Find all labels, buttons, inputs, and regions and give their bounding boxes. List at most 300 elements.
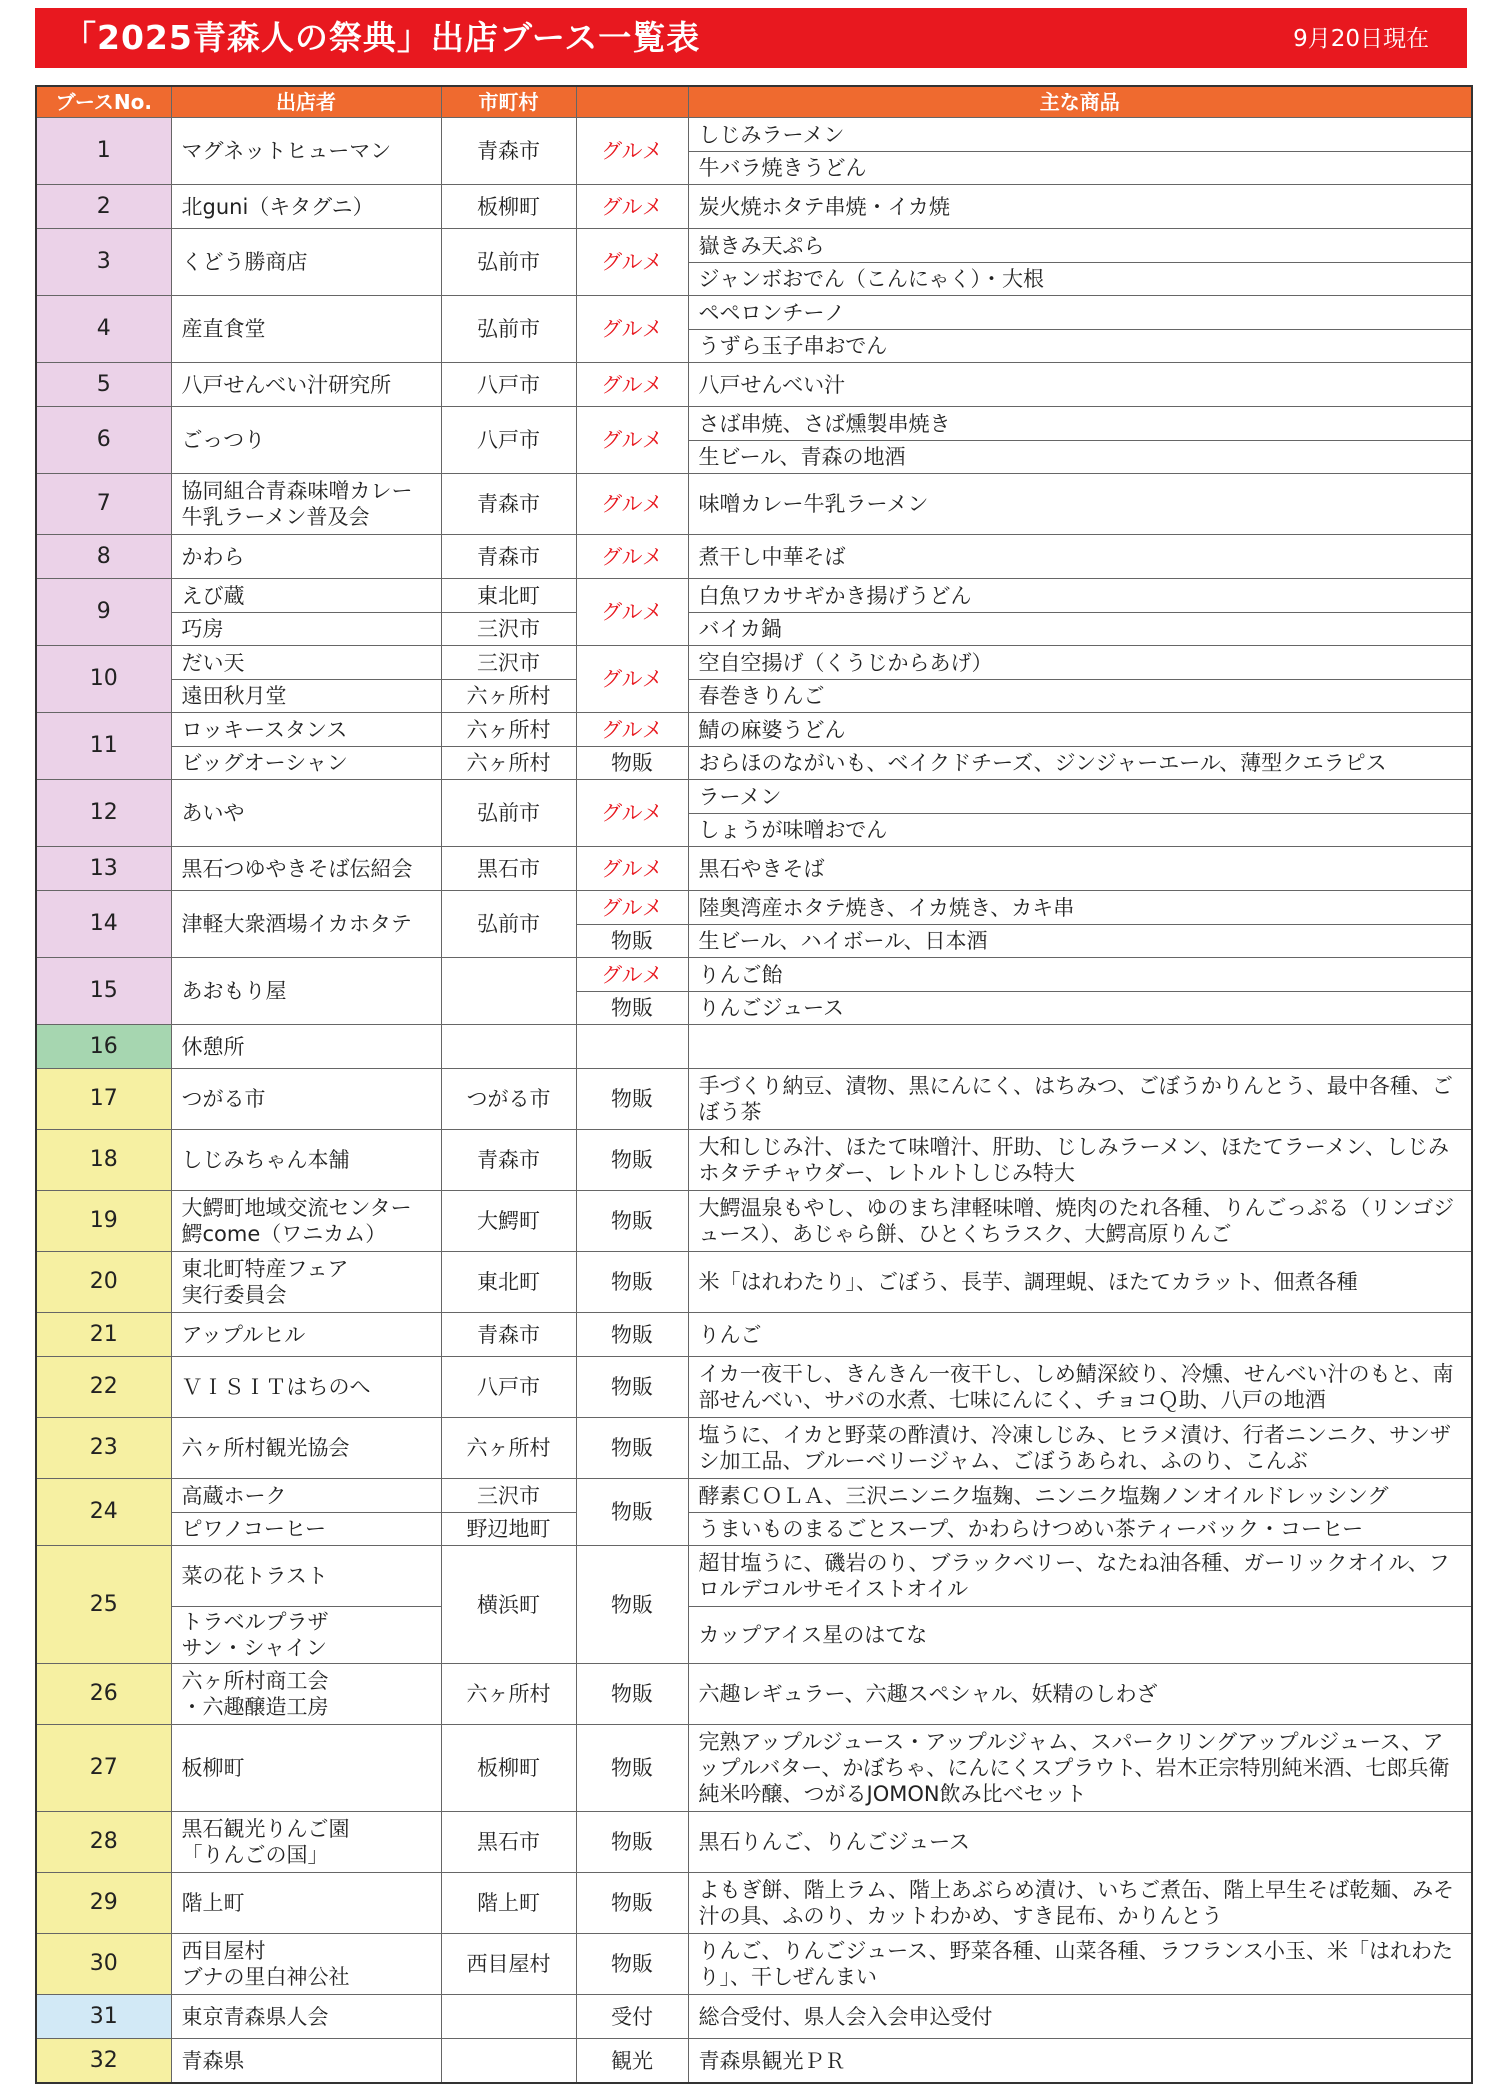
booth-number-cell — [36, 1069, 171, 1130]
vendor-cell — [171, 1252, 441, 1313]
page-title: 「2025青森人の祭典」出店ブース一覧表 — [63, 18, 701, 57]
product-item: うまいものまるごとスープ、かわらけつめい茶ティーバック・コーヒー — [689, 1512, 1472, 1545]
product-item: カップアイス星のはてな — [689, 1606, 1472, 1663]
booth-number-cell — [36, 535, 171, 579]
table-row — [36, 185, 1472, 229]
booth-number: 22 — [89, 1374, 118, 1399]
vendor-name: 八戸せんべい汁研究所 — [181, 372, 392, 397]
category-label: 物販 — [611, 1952, 653, 1976]
vendor-cell — [171, 847, 441, 891]
table-row — [36, 1357, 1472, 1418]
vendor-cell — [171, 958, 441, 1025]
product-item: 味噌カレー牛乳ラーメン — [698, 492, 929, 516]
table-row — [36, 847, 1472, 891]
product-item: 嶽きみ天ぷら — [698, 233, 825, 258]
category-label: 物販 — [611, 1322, 653, 1347]
product-item: 春巻きりんご — [689, 679, 1472, 712]
product-item: イカ一夜干し、きんきん一夜干し、しめ鯖深絞り、冷燻、せんべい汁のもと、南部せんべい、サバの水煮、七味にんにく、チョコＱ助、八戸の地酒 — [698, 1362, 1454, 1412]
town-cell — [441, 2039, 576, 2084]
town-name — [442, 1995, 576, 2038]
booth-number-cell — [36, 185, 171, 229]
town-name: 青森市 — [477, 492, 540, 516]
table-row — [36, 474, 1472, 535]
category-cell — [576, 847, 688, 891]
booth-number-cell — [36, 2039, 171, 2084]
category-label: グルメ — [601, 856, 663, 881]
vendor-name: しじみちゃん本舗 — [181, 1148, 350, 1172]
category-cell — [576, 1873, 688, 1934]
product-item: ペペロンチーノ — [698, 300, 846, 325]
booth-number-cell — [36, 1025, 171, 1069]
category-cell — [576, 1130, 688, 1191]
vendor-name: 六ヶ所村観光協会 — [181, 1436, 350, 1460]
booth-number: 6 — [96, 427, 111, 452]
category-cell — [576, 891, 688, 958]
booth-table-body — [36, 118, 1472, 2084]
booth-number-cell — [36, 1812, 171, 1873]
town-name: 八戸市 — [477, 428, 540, 452]
vendor-cell — [171, 535, 441, 579]
product-item: 大鰐温泉もやし、ゆのまち津軽味噌、焼肉のたれ各種、りんごっぷる（リンゴジュース）、あじゃら餅、ひとくちラスク、大鰐高原りんご — [698, 1196, 1455, 1246]
town-cell — [441, 1725, 576, 1812]
vendor-cell — [171, 1812, 441, 1873]
table-row — [36, 1069, 1472, 1130]
booth-number: 13 — [89, 855, 118, 881]
booth-number-cell — [36, 1130, 171, 1191]
vendor-name: トラベルプラザ サン・シャイン — [172, 1606, 441, 1663]
booth-number-cell — [36, 118, 171, 185]
category-cell — [576, 780, 688, 847]
town-name: 八戸市 — [477, 1375, 540, 1399]
town-name: 弘前市 — [477, 912, 540, 936]
products-cell — [688, 1252, 1472, 1313]
category-cell — [576, 1995, 688, 2039]
product-item: 六趣レギュラー、六趣スペシャル、妖精のしわざ — [698, 1682, 1158, 1706]
category-label: グルメ — [601, 600, 663, 624]
town-cell — [441, 229, 576, 296]
vendor-name: 大鰐町地域交流センター 鰐come（ワニカム） — [181, 1196, 412, 1246]
booth-number-cell — [36, 780, 171, 847]
category-cell — [576, 579, 688, 646]
table-row — [36, 958, 1472, 1025]
product-item: しょうが味噌おでん — [689, 813, 1472, 846]
vendor-name: ロッキースタンス — [181, 717, 348, 742]
town-cell — [441, 1995, 576, 2039]
products-cell — [688, 535, 1472, 579]
town-name: 野辺地町 — [442, 1512, 576, 1545]
product-item: 大和しじみ汁、ほたて味噌汁、肝助、じしみラーメン、ほたてラーメン、しじみホタテチャウダー、レトルトしじみ特大 — [698, 1135, 1450, 1185]
product-item: りんご飴 — [698, 962, 783, 987]
table-row — [36, 1664, 1472, 1725]
category-cell — [576, 535, 688, 579]
booth-number: 18 — [89, 1147, 118, 1172]
vendor-name: 西目屋村 ブナの里白神公社 — [181, 1939, 350, 1989]
booth-number-cell — [36, 1995, 171, 2039]
town-cell — [441, 1025, 576, 1069]
vendor-name: 階上町 — [181, 1891, 245, 1915]
booth-number-cell — [36, 847, 171, 891]
vendor-name: 高蔵ホーク — [181, 1483, 287, 1508]
products-cell — [688, 1191, 1472, 1252]
table-row — [36, 1934, 1472, 1995]
town-cell — [441, 579, 576, 646]
table-row — [36, 1252, 1472, 1313]
table-row — [36, 1873, 1472, 1934]
town-name: 六ヶ所村 — [466, 717, 551, 742]
title-banner — [35, 8, 1467, 68]
booth-number: 23 — [89, 1435, 118, 1460]
booth-number-cell — [36, 1479, 171, 1546]
col-header-booth-no: ブースNo. — [36, 86, 171, 118]
town-name: 六ヶ所村 — [466, 1682, 551, 1706]
products-cell — [688, 1479, 1472, 1546]
town-name: 三沢市 — [442, 612, 576, 645]
product-item: 生ビール、ハイボール、日本酒 — [689, 924, 1472, 957]
town-name: 東北町 — [477, 1270, 540, 1294]
category-label: 物販 — [611, 1209, 653, 1233]
town-name: 八戸市 — [477, 372, 540, 397]
vendor-name: 産直食堂 — [181, 317, 266, 341]
vendor-cell — [171, 229, 441, 296]
vendor-name: 協同組合青森味噌カレー 牛乳ラーメン普及会 — [181, 479, 413, 529]
category-cell — [576, 363, 688, 407]
town-name: 六ヶ所村 — [466, 1436, 551, 1460]
booth-number: 24 — [89, 1499, 118, 1524]
booth-number-cell — [36, 1546, 171, 1664]
product-item: 手づくり納豆、漬物、黒にんにく、はちみつ、ごぼうかりんとう、最中各種、ごぼう茶 — [698, 1074, 1453, 1124]
vendor-cell — [171, 1025, 441, 1069]
products-cell — [688, 1025, 1472, 1069]
town-cell — [441, 296, 576, 363]
booth-number-cell — [36, 1873, 171, 1934]
vendor-name: 板柳町 — [181, 1756, 245, 1780]
product-item: りんご — [698, 1322, 762, 1347]
vendor-name: ビッグオーシャン — [172, 746, 441, 779]
category-label: グルメ — [601, 250, 663, 274]
table-row — [36, 363, 1472, 407]
category-label: グルメ — [601, 372, 663, 397]
booth-number-cell — [36, 296, 171, 363]
town-name: 板柳町 — [477, 1756, 540, 1780]
category-cell — [576, 407, 688, 474]
product-item: 煮干し中華そば — [698, 544, 846, 569]
vendor-cell — [171, 363, 441, 407]
booth-number: 1 — [96, 138, 111, 163]
town-cell — [441, 891, 576, 958]
booth-number-cell — [36, 958, 171, 1025]
booth-number: 3 — [96, 249, 111, 274]
town-name: 弘前市 — [477, 317, 540, 341]
table-row — [36, 1546, 1472, 1664]
booth-number: 7 — [96, 491, 111, 516]
table-row — [36, 713, 1472, 780]
booth-number: 17 — [89, 1086, 118, 1111]
product-item: 鯖の麻婆うどん — [698, 717, 846, 742]
booth-number: 20 — [89, 1269, 118, 1294]
table-row — [36, 1995, 1472, 2039]
category-label: 物販 — [611, 1148, 653, 1172]
town-name — [442, 2039, 576, 2082]
category-cell — [576, 1069, 688, 1130]
vendor-cell — [171, 118, 441, 185]
booth-number: 14 — [89, 911, 118, 936]
vendor-name: 巧房 — [172, 612, 441, 645]
table-row — [36, 229, 1472, 296]
booth-number-cell — [36, 1664, 171, 1725]
vendor-cell — [171, 1725, 441, 1812]
vendor-name: 青森県 — [181, 2048, 245, 2073]
products-cell — [688, 780, 1472, 847]
vendor-cell — [171, 891, 441, 958]
col-header-products: 主な商品 — [688, 86, 1472, 118]
booth-number-cell — [36, 1191, 171, 1252]
vendor-name: 黒石つゆやきそば伝紹会 — [181, 856, 413, 881]
table-row — [36, 1130, 1472, 1191]
products-cell — [688, 1934, 1472, 1995]
vendor-name: 北guni（キタグニ） — [181, 194, 374, 219]
table-row — [36, 1418, 1472, 1479]
booth-number: 8 — [96, 543, 111, 569]
vendor-cell — [171, 1418, 441, 1479]
category-cell — [576, 1812, 688, 1873]
product-item: りんご、りんごジュース、野菜各種、山菜各種、ラフランス小玉、米「はれわたり」、干しぜんまい — [698, 1939, 1454, 1989]
product-item: 八戸せんべい汁 — [698, 372, 846, 397]
booth-number: 2 — [96, 193, 111, 219]
vendor-cell — [171, 1664, 441, 1725]
town-cell — [441, 363, 576, 407]
products-cell — [688, 229, 1472, 296]
category-cell — [576, 1479, 688, 1546]
vendor-cell — [171, 646, 441, 713]
vendor-cell — [171, 1934, 441, 1995]
vendor-name: 黒石観光りんご園 「りんごの国」 — [181, 1817, 350, 1867]
products-cell — [688, 1357, 1472, 1418]
product-item: 米「はれわたり」、ごぼう、長芋、調理蜆、ほたてカラット、佃煮各種 — [698, 1270, 1358, 1294]
category-label: 物販 — [611, 1891, 653, 1915]
products-cell — [688, 891, 1472, 958]
vendor-name: えび蔵 — [181, 583, 245, 608]
category-cell — [576, 1357, 688, 1418]
category-cell — [576, 1546, 688, 1664]
product-item: 牛バラ焼きうどん — [689, 151, 1472, 184]
table-row — [36, 579, 1472, 646]
products-cell — [688, 1546, 1472, 1664]
town-name: 青森市 — [477, 1322, 540, 1347]
booth-number-cell — [36, 363, 171, 407]
vendor-name: ピワノコーヒー — [172, 1512, 441, 1545]
vendor-name: マグネットヒューマン — [181, 139, 392, 163]
col-header-town: 市町村 — [441, 86, 576, 118]
vendor-cell — [171, 1191, 441, 1252]
table-row — [36, 646, 1472, 713]
category-cell — [576, 1664, 688, 1725]
products-cell — [688, 1812, 1472, 1873]
table-row — [36, 780, 1472, 847]
town-cell — [441, 1479, 576, 1546]
category-cell — [576, 1252, 688, 1313]
vendor-cell — [171, 713, 441, 780]
vendor-cell — [171, 579, 441, 646]
booth-number: 29 — [89, 1890, 118, 1915]
products-cell — [688, 474, 1472, 535]
town-name: 青森市 — [477, 1148, 540, 1172]
vendor-name: 菜の花トラスト — [181, 1564, 328, 1588]
product-item: 生ビール、青森の地酒 — [689, 440, 1472, 473]
table-row — [36, 535, 1472, 579]
product-item: 白魚ワカサギかき揚げうどん — [698, 583, 972, 608]
town-name: 三沢市 — [477, 1483, 540, 1508]
town-name — [442, 958, 576, 1024]
product-item: 黒石やきそば — [698, 856, 825, 881]
booth-number: 25 — [89, 1591, 118, 1617]
booth-number: 12 — [89, 800, 118, 825]
booth-number: 19 — [89, 1208, 118, 1233]
product-item: 黒石りんご、りんごジュース — [698, 1830, 971, 1854]
category-label: グルメ — [601, 801, 663, 825]
table-row — [36, 1812, 1472, 1873]
category-label: 物販 — [611, 1592, 653, 1617]
vendor-cell — [171, 1357, 441, 1418]
product-item: 陸奥湾産ホタテ焼き、イカ焼き、カキ串 — [698, 895, 1075, 920]
category-label: 物販 — [611, 1087, 653, 1111]
col-header-vendor: 出店者 — [171, 86, 441, 118]
vendor-name: かわら — [181, 544, 245, 569]
products-cell — [688, 1873, 1472, 1934]
vendor-cell — [171, 2039, 441, 2084]
products-cell — [688, 1995, 1472, 2039]
products-cell — [688, 1313, 1472, 1357]
town-name: 階上町 — [477, 1891, 540, 1915]
product-item: りんごジュース — [689, 991, 1472, 1024]
products-cell — [688, 847, 1472, 891]
table-header-row — [36, 86, 1472, 118]
product-item: 完熟アップルジュース・アップルジャム、スパークリングアップルジュース、アップルバター、かぼちゃ、にんにくスプラウト、岩木正宗特別純米酒、七郎兵衛純米吟醸、つがるJOMON飲み比べセット — [698, 1730, 1450, 1806]
products-cell — [688, 363, 1472, 407]
vendor-name: 六ヶ所村商工会 ・六趣醸造工房 — [181, 1669, 329, 1719]
products-cell — [688, 296, 1472, 363]
product-item: おらほのながいも、ベイクドチーズ、ジンジャーエール、薄型クエラピス — [689, 746, 1472, 779]
booth-number: 16 — [89, 1033, 118, 1059]
town-name: 青森市 — [477, 139, 540, 163]
town-name: つがる市 — [466, 1087, 551, 1111]
category-label: 物販 — [577, 924, 688, 957]
booth-table — [35, 85, 1473, 2084]
table-row — [36, 1025, 1472, 1069]
town-cell — [441, 1418, 576, 1479]
booth-number: 30 — [89, 1951, 118, 1976]
products-cell — [688, 185, 1472, 229]
table-row — [36, 1479, 1472, 1546]
town-name: 板柳町 — [477, 194, 540, 219]
table-row — [36, 1725, 1472, 1812]
category-cell — [576, 118, 688, 185]
vendor-cell — [171, 1313, 441, 1357]
booth-number: 26 — [89, 1681, 118, 1706]
vendor-name: つがる市 — [181, 1087, 266, 1111]
vendor-cell — [171, 296, 441, 363]
town-cell — [441, 474, 576, 535]
vendor-name: 津軽大衆酒場イカホタテ — [181, 912, 412, 936]
product-item: 総合受付、県人会入会申込受付 — [698, 2004, 993, 2029]
vendor-cell — [171, 474, 441, 535]
town-cell — [441, 646, 576, 713]
products-cell — [688, 646, 1472, 713]
town-cell — [441, 535, 576, 579]
category-cell — [576, 958, 688, 1025]
town-name: 弘前市 — [477, 801, 540, 825]
vendor-name: だい天 — [181, 650, 245, 675]
category-cell — [576, 2039, 688, 2084]
table-row — [36, 1313, 1472, 1357]
category-label: グルメ — [601, 962, 663, 987]
booth-number-cell — [36, 646, 171, 713]
product-item: ラーメン — [698, 784, 782, 809]
product-item: よもぎ餅、階上ラム、階上あぶらめ漬け、いちご煮缶、階上早生そば乾麺、みそ汁の具、ふのり、カットわかめ、すき昆布、かりんとう — [698, 1878, 1455, 1928]
vendor-name: 休憩所 — [181, 1034, 245, 1059]
town-name — [442, 1025, 576, 1068]
product-item: ジャンボおでん（こんにゃく）・大根 — [689, 262, 1472, 295]
category-label: 物販 — [611, 1756, 653, 1780]
town-cell — [441, 1664, 576, 1725]
category-cell — [576, 185, 688, 229]
vendor-cell — [171, 780, 441, 847]
town-name: 六ヶ所村 — [442, 679, 576, 712]
table-row — [36, 407, 1472, 474]
category-label: グルメ — [601, 544, 663, 569]
category-label: グルメ — [601, 194, 663, 219]
booth-number-cell — [36, 1418, 171, 1479]
booth-number: 4 — [96, 316, 111, 341]
booth-number-cell — [36, 229, 171, 296]
category-cell — [576, 1934, 688, 1995]
category-cell — [576, 1191, 688, 1252]
booth-number-cell — [36, 1725, 171, 1812]
town-cell — [441, 847, 576, 891]
as-of-date: 9月20日現在 — [1293, 26, 1429, 52]
town-name: 黒石市 — [477, 1830, 540, 1854]
category-label: 物販 — [577, 991, 688, 1024]
category-label: 物販 — [611, 1830, 653, 1854]
vendor-name: 東京青森県人会 — [181, 2004, 329, 2029]
vendor-name: ＶＩＳＩＴはちのへ — [181, 1375, 371, 1399]
booth-number: 9 — [96, 599, 111, 624]
category-label: 物販 — [611, 1270, 653, 1294]
booth-number: 28 — [89, 1829, 118, 1854]
category-cell — [576, 474, 688, 535]
booth-number-cell — [36, 1357, 171, 1418]
town-cell — [441, 780, 576, 847]
booth-number: 31 — [89, 2003, 118, 2029]
town-cell — [441, 1934, 576, 1995]
products-cell — [688, 1069, 1472, 1130]
booth-number-cell — [36, 474, 171, 535]
vendor-cell — [171, 1546, 441, 1664]
product-item: 青森県観光ＰＲ — [698, 2048, 846, 2073]
town-cell — [441, 1357, 576, 1418]
products-cell — [688, 407, 1472, 474]
town-cell — [441, 1313, 576, 1357]
category-label: 物販 — [611, 1375, 653, 1399]
town-cell — [441, 118, 576, 185]
town-cell — [441, 1130, 576, 1191]
products-cell — [688, 1418, 1472, 1479]
booth-number: 21 — [89, 1321, 118, 1347]
town-cell — [441, 1252, 576, 1313]
vendor-cell — [171, 1069, 441, 1130]
category-label: グルメ — [601, 895, 663, 920]
booth-number-cell — [36, 891, 171, 958]
vendor-cell — [171, 1479, 441, 1546]
